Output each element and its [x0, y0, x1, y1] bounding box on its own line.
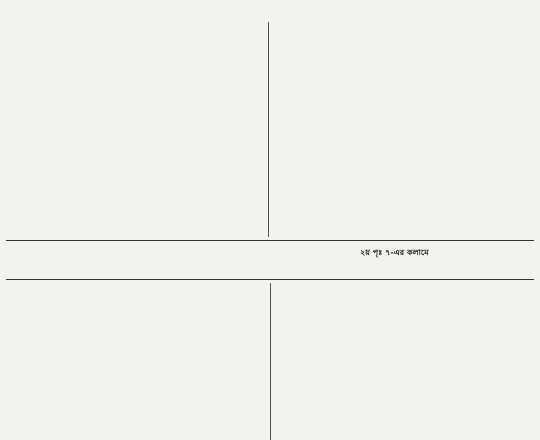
column-divider — [268, 22, 269, 237]
article-column-3 — [12, 294, 262, 440]
continuation-marker: ২য় পৃঃ ৭-এর কলামে — [360, 248, 429, 257]
article-column-2 — [276, 10, 528, 238]
headline-underline — [6, 279, 534, 280]
article-column-4 — [278, 283, 528, 440]
column-divider — [270, 283, 271, 440]
article-column-1 — [14, 26, 254, 236]
section-divider — [6, 240, 534, 241]
